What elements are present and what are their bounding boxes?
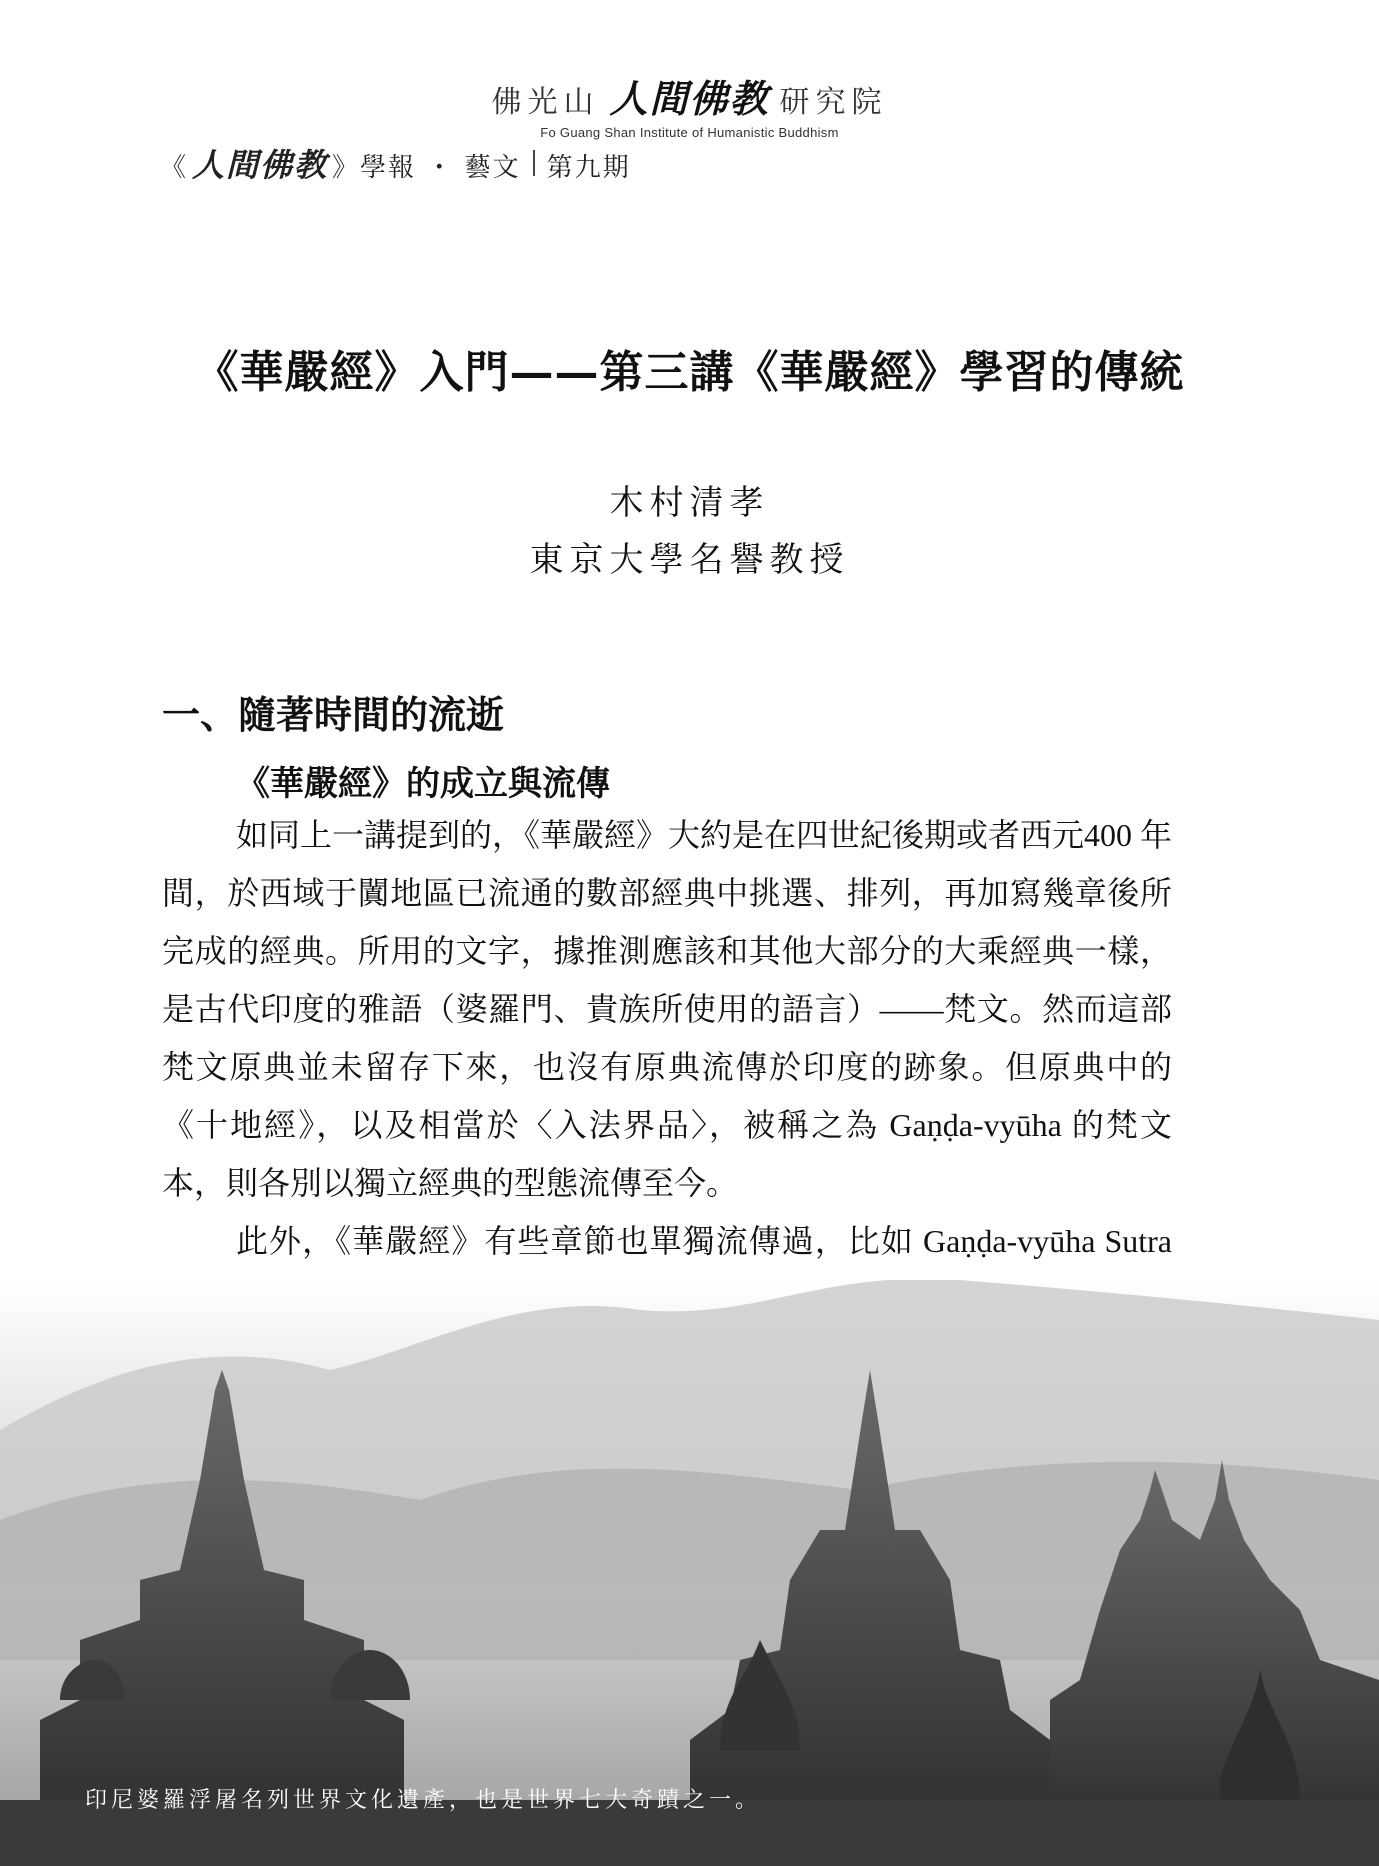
photo-caption: 印尼婆羅浮屠名列世界文化遺產，也是世界七大奇蹟之一。 (85, 1788, 762, 1813)
institute-english-name: Fo Guang Shan Institute of Humanistic Buddhism (540, 125, 839, 140)
institute-suffix: 研究院 (779, 85, 888, 120)
journal-name: 》學報 ・ 藝文 (332, 153, 521, 183)
body-paragraph: 此外，《華嚴經》有些章節也單獨流傳過，比如 Gaṇḍa-vyūha Sutra (236, 1223, 1172, 1259)
institute-logo: 人間佛教 (609, 76, 770, 121)
body-paragraph: 如同上一講提到的，《華嚴經》大約是在四世紀後期或者西元400 年間，於西域于闐地區已流通的數部經典中挑選、排列，再加寫幾章後所完成的經典。所用的文字，據推測應該和其他大部分的大乘經典一樣，是古代印度的雅語（婆羅門、貴族所使用的語言）——梵文。然而這部梵文原典並未留存下來，也沒有原典流傳於印度的跡象。但原典中的《十地經》，以及相當於〈入法界品〉，被稱之為 Gaṇḍa-vyūha 的梵文本，則各別以獨立經典的型態流傳至今。 (162, 817, 1173, 1201)
author-name: 木村清孝 (609, 483, 770, 523)
institute-prefix: 佛光山 (491, 85, 600, 120)
institute-header (0, 68, 1379, 140)
borobudur-photo (0, 1280, 1379, 1866)
author-affiliation: 東京大學名譽教授 (529, 540, 850, 580)
header-divider (533, 150, 535, 176)
section-subheading: 《華嚴經》的成立與流傳 (236, 764, 610, 804)
journal-open: 《 (160, 153, 189, 183)
section-heading: 一、隨著時間的流逝 (162, 692, 505, 737)
journal-header (160, 140, 631, 186)
issue-number: 第九期 (546, 153, 631, 183)
article-title: 《華嚴經》入門——第三講《華嚴經》學習的傳統 (194, 347, 1185, 398)
journal-logo: 人間佛教 (192, 146, 329, 184)
